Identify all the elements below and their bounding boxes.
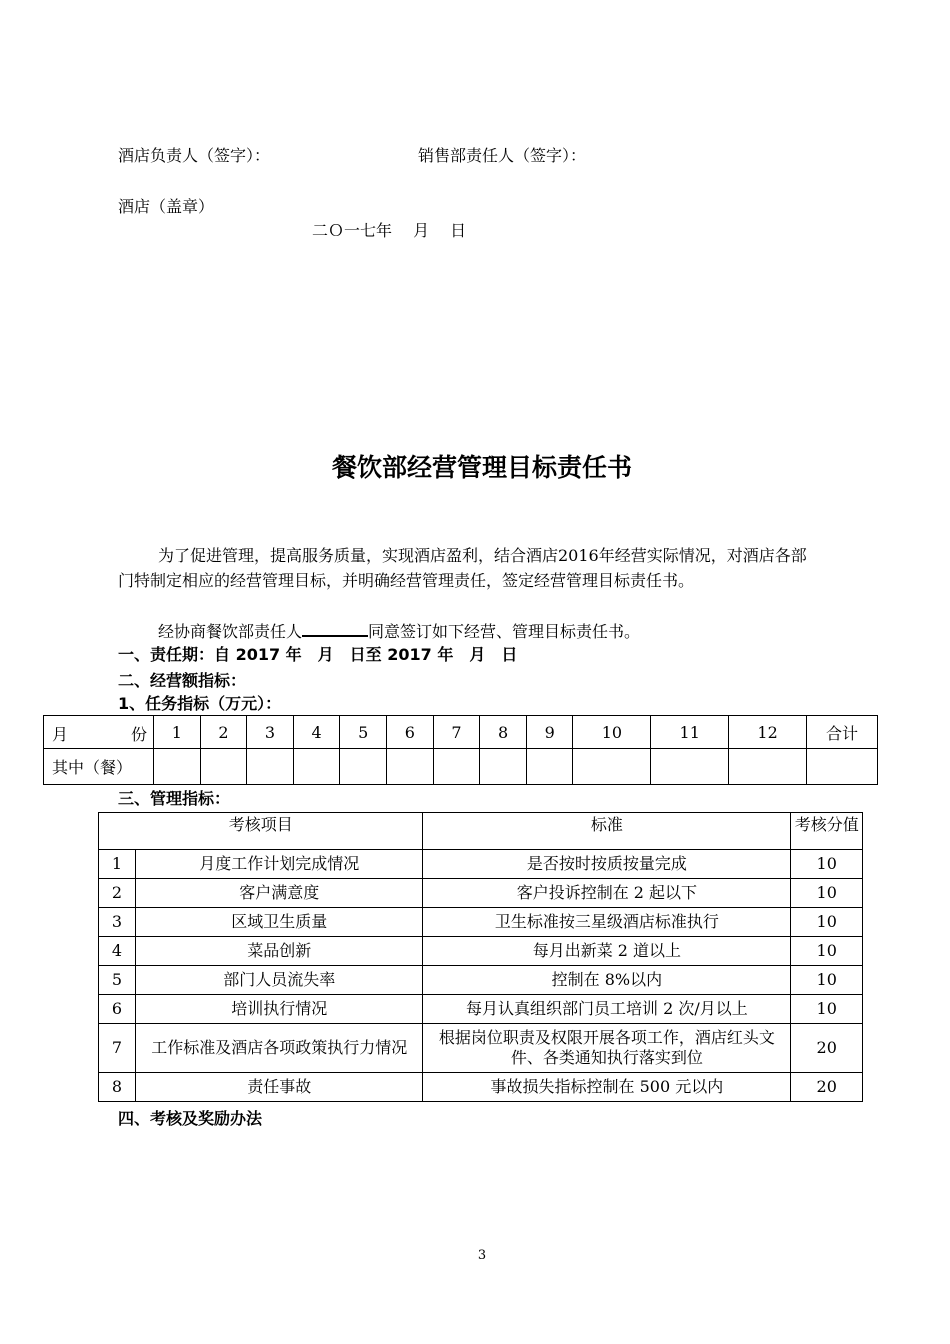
month-cell: 2 <box>200 716 247 749</box>
total-header-cell: 合计 <box>807 716 878 749</box>
value-cell <box>526 749 573 785</box>
row-standard: 控制在 8%以内 <box>423 966 791 995</box>
month-cell: 3 <box>247 716 294 749</box>
hotel-head-signature: 酒店负责人（签字）： <box>118 146 271 165</box>
responsible-person-blank <box>302 619 368 637</box>
agreement-suffix: 同意签订如下经营、管理目标责任书。 <box>368 622 641 641</box>
table-row <box>99 908 863 937</box>
row-score: 10 <box>791 879 863 908</box>
value-cell <box>154 749 201 785</box>
table-row <box>44 716 878 749</box>
section-responsibility-period: 一、责任期：自 2017 年 月 日至 2017 年 月 日 <box>118 645 518 664</box>
value-cell <box>293 749 340 785</box>
row-number: 5 <box>99 966 136 995</box>
header-item: 考核项目 <box>99 813 423 850</box>
value-cell <box>247 749 294 785</box>
table-row <box>99 995 863 1024</box>
row-item: 部门人员流失率 <box>136 966 423 995</box>
table-row <box>99 937 863 966</box>
row-standard: 客户投诉控制在 2 起以下 <box>423 879 791 908</box>
agreement-line <box>158 619 640 642</box>
row-number: 1 <box>99 850 136 879</box>
section-revenue-target: 二、经营额指标： <box>118 671 247 690</box>
value-cell <box>807 749 878 785</box>
task-target-table <box>43 715 878 785</box>
month-label-right: 份 <box>130 725 147 744</box>
section-management-indicators: 三、管理指标： <box>118 789 231 808</box>
table-row <box>44 749 878 785</box>
value-cell <box>387 749 434 785</box>
row-standard: 卫生标准按三星级酒店标准执行 <box>423 908 791 937</box>
row-item: 培训执行情况 <box>136 995 423 1024</box>
row-score: 10 <box>791 995 863 1024</box>
header-standard: 标准 <box>423 813 791 850</box>
month-header-cell <box>44 716 154 749</box>
table-row <box>99 813 863 850</box>
table-row <box>99 850 863 879</box>
month-cell: 7 <box>433 716 480 749</box>
row-number: 2 <box>99 879 136 908</box>
hotel-seal: 酒店（盖章） <box>118 197 215 216</box>
value-cell <box>729 749 807 785</box>
row-number: 3 <box>99 908 136 937</box>
row-score: 10 <box>791 937 863 966</box>
row-standard: 是否按时按质按量完成 <box>423 850 791 879</box>
page-number: 3 <box>477 1248 487 1263</box>
table-row <box>99 879 863 908</box>
section-assessment-rewards: 四、考核及奖励办法 <box>118 1109 263 1128</box>
month-cell: 9 <box>526 716 573 749</box>
row-standard: 根据岗位职责及权限开展各项工作，酒店红头文件、各类通知执行落实到位 <box>423 1024 791 1073</box>
value-cell <box>200 749 247 785</box>
agreement-prefix: 经协商餐饮部责任人 <box>158 622 303 641</box>
row-score: 10 <box>791 908 863 937</box>
row-score: 10 <box>791 850 863 879</box>
row-number: 8 <box>99 1073 136 1102</box>
row-score: 20 <box>791 1073 863 1102</box>
section-task-target: 1、任务指标（万元）： <box>118 694 282 713</box>
header-score: 考核分值 <box>791 813 863 850</box>
table-row <box>99 1024 863 1073</box>
table-row <box>99 1073 863 1102</box>
row-number: 7 <box>99 1024 136 1073</box>
month-cell: 12 <box>729 716 807 749</box>
month-cell: 6 <box>387 716 434 749</box>
value-cell <box>433 749 480 785</box>
sales-head-signature: 销售部责任人（签字）： <box>418 146 587 165</box>
document-title: 餐饮部经营管理目标责任书 <box>331 453 632 482</box>
value-cell <box>340 749 387 785</box>
row-item: 客户满意度 <box>136 879 423 908</box>
month-cell: 1 <box>154 716 201 749</box>
month-cell: 5 <box>340 716 387 749</box>
row-item: 菜品创新 <box>136 937 423 966</box>
row-item: 月度工作计划完成情况 <box>136 850 423 879</box>
row-score: 10 <box>791 966 863 995</box>
value-cell <box>480 749 527 785</box>
row-number: 6 <box>99 995 136 1024</box>
month-cell: 8 <box>480 716 527 749</box>
month-cell: 4 <box>293 716 340 749</box>
sign-date: 二Ｏ一七年 月 日 <box>312 221 467 240</box>
row-standard: 每月认真组织部门员工培训 2 次/月以上 <box>423 995 791 1024</box>
intro-paragraph: 为了促进管理，提高服务质量，实现酒店盈利，结合酒店2016年经营实际情况，对酒店各部门特制定相应的经营管理目标，并明确经营管理责任，签定经营管理目标责任书。 <box>118 546 807 590</box>
month-cell: 10 <box>573 716 651 749</box>
month-cell: 11 <box>651 716 729 749</box>
month-label-left: 月 <box>52 725 69 744</box>
value-cell <box>573 749 651 785</box>
table-row <box>99 966 863 995</box>
management-indicator-table <box>98 812 863 1102</box>
row-item: 责任事故 <box>136 1073 423 1102</box>
value-cell <box>651 749 729 785</box>
row-label-cell: 其中（餐） <box>44 749 154 785</box>
row-standard: 事故损失指标控制在 500 元以内 <box>423 1073 791 1102</box>
row-score: 20 <box>791 1024 863 1073</box>
row-number: 4 <box>99 937 136 966</box>
row-standard: 每月出新菜 2 道以上 <box>423 937 791 966</box>
row-item: 区域卫生质量 <box>136 908 423 937</box>
row-item: 工作标准及酒店各项政策执行力情况 <box>136 1024 423 1073</box>
